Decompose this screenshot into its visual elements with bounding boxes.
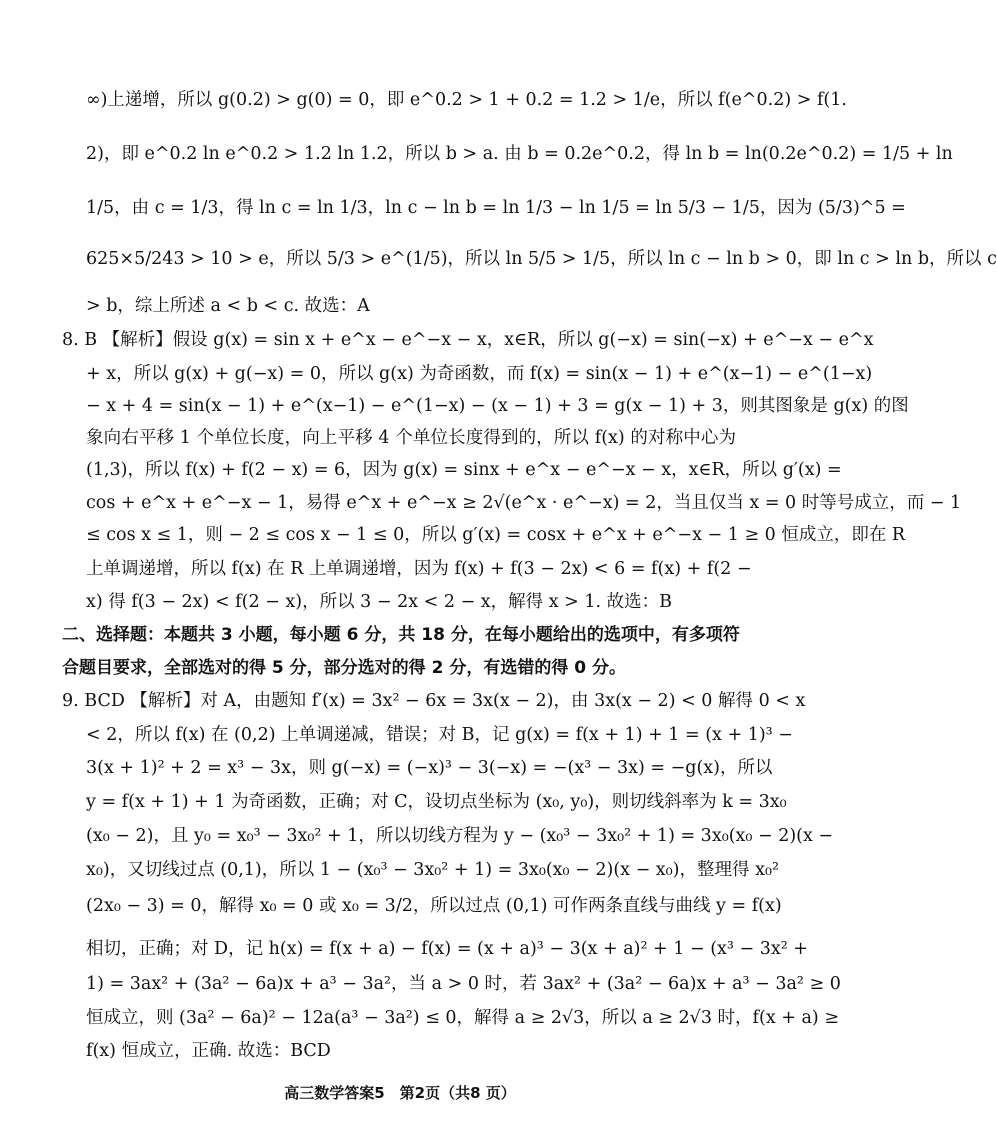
text-line: y = f(x + 1) + 1 为奇函数，正确；对 C，设切点坐标为 (x₀, y₀)，则切线斜率为 k = 3x₀ [86, 792, 787, 812]
text-line: − x + 4 = sin(x − 1) + e^(x−1) − e^(1−x) − (x − 1) + 3 = g(x − 1) + 3，则其图象是 g(x) 的图 [86, 396, 909, 416]
text-line: 2)，即 e^0.2 ln e^0.2 > 1.2 ln 1.2，所以 b > a. 由 b = 0.2e^0.2，得 ln b = ln(0.2e^0.2) = 1/5 + ln [86, 144, 953, 164]
text-line: + x，所以 g(x) + g(−x) = 0，所以 g(x) 为奇函数，而 f(x) = sin(x − 1) + e^(x−1) − e^(1−x) [86, 364, 873, 384]
text-line: 9. BCD 【解析】对 A，由题知 f′(x) = 3x² − 6x = 3x(x − 2)，由 3x(x − 2) < 0 解得 0 < x [62, 691, 806, 711]
text-line: 8. B 【解析】假设 g(x) = sin x + e^x − e^−x − x，x∈R，所以 g(−x) = sin(−x) + e^−x − e^x [62, 330, 874, 350]
text-line: cos + e^x + e^−x − 1，易得 e^x + e^−x ≥ 2√(e^x · e^−x) = 2，当且仅当 x = 0 时等号成立，而 − 1 [86, 493, 962, 513]
text-line: x₀)，又切线过点 (0,1)，所以 1 − (x₀³ − 3x₀² + 1) = 3x₀(x₀ − 2)(x − x₀)，整理得 x₀² [86, 860, 779, 880]
text-line: 1/5，由 c = 1/3，得 ln c = ln 1/3，ln c − ln b = ln 1/3 − ln 1/5 = ln 5/3 − 1/5，因为 (5/3)^5 = [86, 198, 906, 218]
text-line: f(x) 恒成立，正确. 故选：BCD [86, 1041, 331, 1061]
text-line: 恒成立，则 (3a² − 6a)² − 12a(a³ − 3a²) ≤ 0，解得 a ≥ 2√3，所以 a ≥ 2√3 时，f(x + a) ≥ [86, 1008, 839, 1028]
text-line: < 2，所以 f(x) 在 (0,2) 上单调递减，错误；对 B，记 g(x) = f(x + 1) + 1 = (x + 1)³ − [86, 725, 793, 745]
section-heading: 二、选择题：本题共 3 小题，每小题 6 分，共 18 分，在每小题给出的选项中，有多项符 [62, 625, 740, 645]
text-line: 象向右平移 1 个单位长度，向上平移 4 个单位长度得到的，所以 f(x) 的对称中心为 [86, 428, 736, 448]
text-line: > b，综上所述 a < b < c. 故选：A [86, 296, 370, 316]
text-line: (x₀ − 2)，且 y₀ = x₀³ − 3x₀² + 1，所以切线方程为 y − (x₀³ − 3x₀² + 1) = 3x₀(x₀ − 2)(x − [86, 826, 834, 846]
text-line: x) 得 f(3 − 2x) < f(2 − x)，所以 3 − 2x < 2 − x，解得 x > 1. 故选：B [86, 592, 673, 612]
section-heading: 合题目要求，全部选对的得 5 分，部分选对的得 2 分，有选错的得 0 分。 [62, 658, 626, 678]
text-line: ∞)上递增，所以 g(0.2) > g(0) = 0，即 e^0.2 > 1 + 0.2 = 1.2 > 1/e，所以 f(e^0.2) > f(1. [86, 90, 847, 110]
text-line: 相切，正确；对 D，记 h(x) = f(x + a) − f(x) = (x + a)³ − 3(x + a)² + 1 − (x³ − 3x² + [86, 939, 808, 959]
page-footer: 高三数学答案5 第2页（共8 页） [284, 1084, 516, 1102]
text-line: (2x₀ − 3) = 0，解得 x₀ = 0 或 x₀ = 3/2，所以过点 (0,1) 可作两条直线与曲线 y = f(x) [86, 896, 782, 916]
text-line: 上单调递增，所以 f(x) 在 R 上单调递增，因为 f(x) + f(3 − 2x) < 6 = f(x) + f(2 − [86, 559, 752, 579]
text-line: (1,3)，所以 f(x) + f(2 − x) = 6，因为 g(x) = sinx + e^x − e^−x − x，x∈R，所以 g′(x) = [86, 460, 842, 480]
text-line: 625×5/243 > 10 > e，所以 5/3 > e^(1/5)，所以 ln 5/5 > 1/5，所以 ln c − ln b > 0，即 ln c > ln b，所以 c [86, 249, 997, 269]
text-line: ≤ cos x ≤ 1，则 − 2 ≤ cos x − 1 ≤ 0，所以 g′(x) = cosx + e^x + e^−x − 1 ≥ 0 恒成立，即在 R [86, 525, 906, 545]
text-line: 3(x + 1)² + 2 = x³ − 3x，则 g(−x) = (−x)³ − 3(−x) = −(x³ − 3x) = −g(x)，所以 [86, 758, 773, 778]
text-line: 1) = 3ax² + (3a² − 6a)x + a³ − 3a²，当 a > 0 时，若 3ax² + (3a² − 6a)x + a³ − 3a² ≥ 0 [86, 974, 841, 994]
